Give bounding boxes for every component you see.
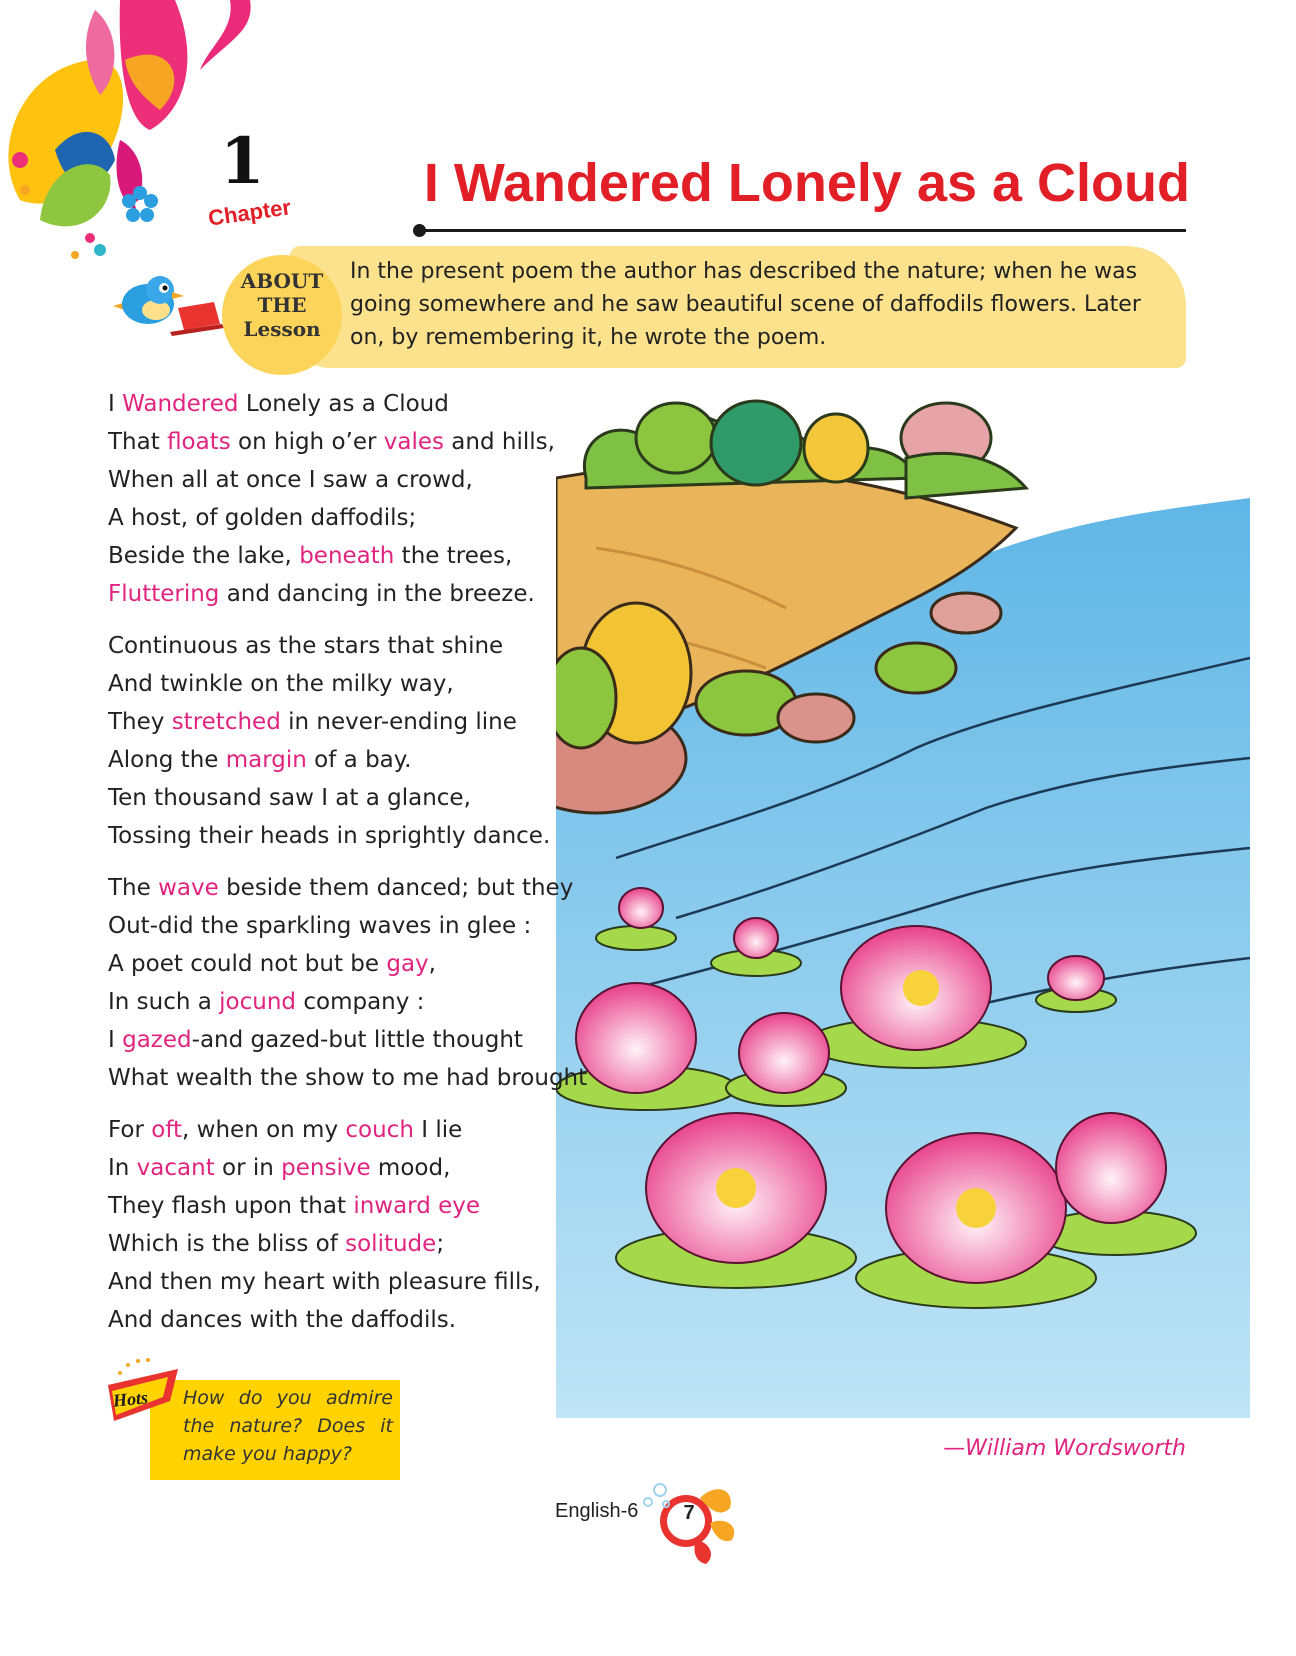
poem-line bbox=[108, 461, 578, 499]
poem-stanza bbox=[108, 869, 588, 1097]
poem-line bbox=[108, 869, 578, 907]
poem-line bbox=[108, 423, 578, 461]
poem-line bbox=[108, 983, 578, 1021]
highlighted-word: gay bbox=[386, 951, 429, 977]
poem-text-segment: I bbox=[108, 1027, 123, 1053]
poem-text-segment: For bbox=[108, 1117, 152, 1143]
hots-question-text: How do you admire the nature? Does it make you happy? bbox=[183, 1387, 393, 1465]
highlighted-word: inward eye bbox=[353, 1193, 481, 1219]
poem-line bbox=[108, 1301, 578, 1339]
poem-text-segment: Continuous as the stars that shine bbox=[108, 633, 504, 659]
bird-with-laptop-icon bbox=[108, 262, 228, 342]
poem-text-segment: Which is the bliss of bbox=[108, 1231, 346, 1257]
poem-line bbox=[108, 907, 578, 945]
title-rule bbox=[420, 229, 1186, 232]
poem-line bbox=[108, 817, 578, 855]
highlighted-word: gazed bbox=[122, 1027, 192, 1053]
poem-text-segment: And dances with the daffodils. bbox=[108, 1307, 457, 1333]
poem-text-segment: beside them danced; but they bbox=[218, 875, 574, 901]
poem-line bbox=[108, 575, 578, 613]
poem-text-segment: Along the bbox=[108, 747, 226, 773]
badge-line-the: THE bbox=[257, 293, 307, 317]
poem-text-segment: They flash upon that bbox=[108, 1193, 354, 1219]
page-number: 7 bbox=[683, 1502, 695, 1524]
poem-line bbox=[108, 1021, 578, 1059]
poem-text-segment: on high o’er bbox=[230, 429, 384, 455]
poem-line bbox=[108, 779, 578, 817]
poem-text-segment: -and gazed-but little thought bbox=[191, 1027, 523, 1053]
highlighted-word: Fluttering bbox=[108, 581, 220, 607]
poem-text-segment: Beside the lake, bbox=[108, 543, 300, 569]
poem-text-segment: the trees, bbox=[394, 543, 513, 569]
about-lesson-text: In the present poem the author has described the nature; when he was going somewhere and he saw beautiful scene of daffodils flowers. Later on, by remembering it, he wrote the poem. bbox=[350, 259, 1141, 350]
poem-line bbox=[108, 499, 578, 537]
poem-line bbox=[108, 703, 578, 741]
highlighted-word: floats bbox=[167, 429, 231, 455]
poem-text-segment: , when on my bbox=[182, 1117, 346, 1143]
poem-text-segment: mood, bbox=[370, 1155, 451, 1181]
poem-text-segment: I bbox=[108, 391, 123, 417]
highlighted-word: jocund bbox=[219, 989, 297, 1015]
badge-line-about: ABOUT bbox=[240, 269, 324, 293]
poem-text-segment: , bbox=[428, 951, 436, 977]
poem-text bbox=[108, 385, 588, 1353]
poem-text-segment: ; bbox=[436, 1231, 445, 1257]
chapter-title: I Wandered Lonely as a Cloud bbox=[423, 153, 1190, 213]
poem-line bbox=[108, 1187, 578, 1225]
poem-line bbox=[108, 665, 578, 703]
poem-text-segment: They bbox=[108, 709, 172, 735]
lake-lotus-illustration bbox=[556, 398, 1250, 1418]
poem-line bbox=[108, 741, 578, 779]
poem-text-segment: Lonely as a Cloud bbox=[238, 391, 449, 417]
poem-stanza bbox=[108, 627, 578, 855]
poem-text-segment: Out-did the sparkling waves in glee : bbox=[108, 913, 532, 939]
poem-line bbox=[108, 1263, 578, 1301]
about-lesson-badge bbox=[222, 255, 342, 375]
highlighted-word: vacant bbox=[136, 1155, 215, 1181]
poem-text-segment: of a bay. bbox=[306, 747, 412, 773]
hots-label: Hots bbox=[111, 1387, 149, 1411]
highlighted-word: Wandered bbox=[122, 391, 239, 417]
highlighted-word: couch bbox=[345, 1117, 414, 1143]
highlighted-word: beneath bbox=[299, 543, 395, 569]
highlighted-word: vales bbox=[383, 429, 444, 455]
poem-line bbox=[108, 385, 578, 423]
poem-text-segment: That bbox=[108, 429, 168, 455]
poem-stanza bbox=[108, 1111, 578, 1339]
poem-text-segment: And then my heart with pleasure fills, bbox=[108, 1269, 541, 1295]
poem-line bbox=[108, 537, 578, 575]
poem-text-segment: and dancing in the breeze. bbox=[219, 581, 535, 607]
poem-text-segment: A poet could not but be bbox=[108, 951, 387, 977]
highlighted-word: oft bbox=[151, 1117, 183, 1143]
poem-text-segment: and hills, bbox=[443, 429, 555, 455]
chapter-label: Chapter bbox=[206, 194, 293, 231]
poem-stanza bbox=[108, 385, 578, 613]
poem-line bbox=[108, 627, 578, 665]
poem-text-segment: And twinkle on the milky way, bbox=[108, 671, 454, 697]
poem-line bbox=[108, 1149, 578, 1187]
poem-text-segment: What wealth the show to me had brought bbox=[108, 1065, 588, 1091]
highlighted-word: margin bbox=[225, 747, 307, 773]
poem-text-segment: company : bbox=[296, 989, 425, 1015]
badge-line-lesson: Lesson bbox=[243, 317, 321, 341]
highlighted-word: wave bbox=[158, 875, 219, 901]
poem-text-segment: In such a bbox=[108, 989, 220, 1015]
poem-line bbox=[108, 1111, 578, 1149]
poem-text-segment: The bbox=[108, 875, 159, 901]
poem-line bbox=[108, 1059, 588, 1097]
poem-text-segment: A host, of golden daffodils; bbox=[108, 505, 417, 531]
highlighted-word: stretched bbox=[171, 709, 281, 735]
poem-text-segment: In bbox=[108, 1155, 137, 1181]
highlighted-word: pensive bbox=[281, 1155, 371, 1181]
poem-text-segment: or in bbox=[214, 1155, 282, 1181]
poem-line bbox=[108, 1225, 578, 1263]
footer-book-name: English-6 bbox=[555, 1500, 639, 1522]
poem-text-segment: Ten thousand saw I at a glance, bbox=[108, 785, 471, 811]
highlighted-word: solitude bbox=[345, 1231, 437, 1257]
poem-text-segment: Tossing their heads in sprightly dance. bbox=[108, 823, 551, 849]
poem-text-segment: When all at once I saw a crowd, bbox=[108, 467, 473, 493]
poem-author: —William Wordsworth bbox=[943, 1436, 1186, 1461]
poem-text-segment: in never-ending line bbox=[280, 709, 517, 735]
poem-text-segment: I lie bbox=[413, 1117, 463, 1143]
chapter-number: 1 bbox=[220, 124, 265, 199]
poem-line bbox=[108, 945, 578, 983]
